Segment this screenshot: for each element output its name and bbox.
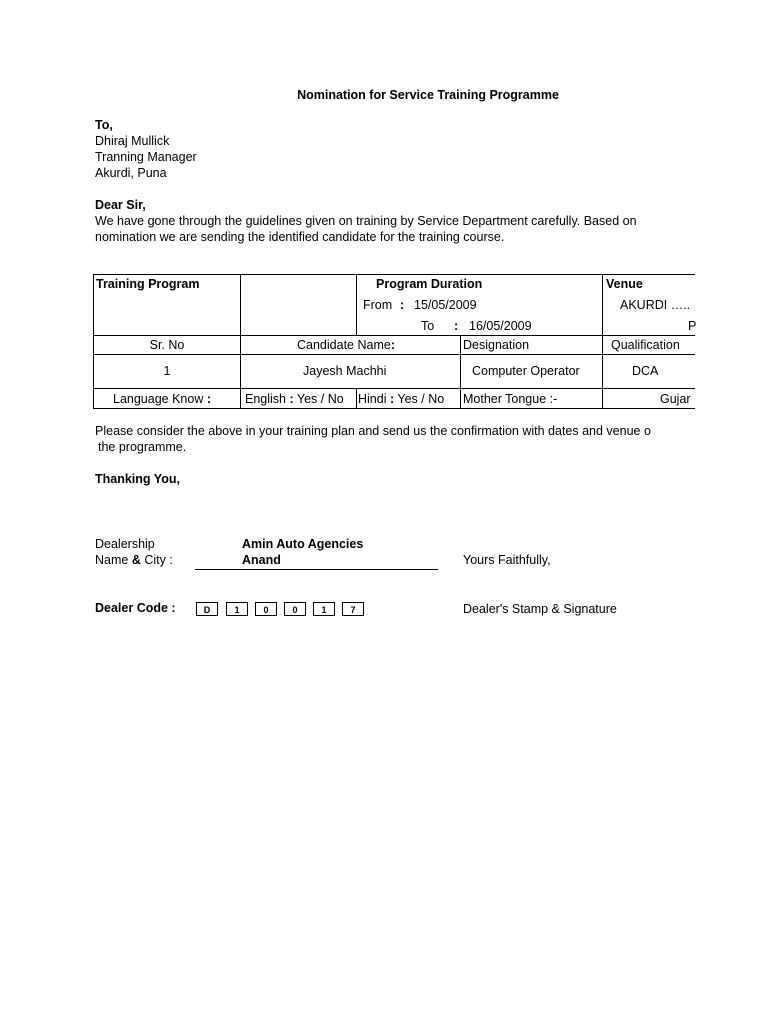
english-label: English: [245, 392, 286, 406]
venue-value-2: P: [688, 319, 697, 333]
hindi-option: [358, 391, 444, 407]
mother-tongue-value: Gujar: [660, 392, 691, 406]
table-divider: [602, 274, 603, 409]
table-divider: [93, 354, 695, 355]
body-line-1: We have gone through the guidelines given on training by Service Department carefully. Based on: [95, 214, 637, 228]
ampersand: &: [131, 553, 141, 567]
hindi-label: Hindi: [358, 392, 387, 406]
dealer-code-box: 1: [313, 602, 335, 616]
cell-designation: Computer Operator: [472, 364, 580, 378]
dealer-code-box: 7: [342, 602, 364, 616]
table-divider: [93, 388, 695, 389]
salutation: Dear Sir,: [95, 198, 146, 212]
consider-line-1: Please consider the above in your training plan and send us the confirmation with dates and venue o: [95, 424, 651, 438]
table-border-bottom: [93, 408, 695, 409]
language-label: [113, 391, 211, 407]
document-title: Nomination for Service Training Programme: [297, 88, 559, 102]
cell-qualification: DCA: [632, 364, 659, 378]
from-colon: :: [400, 298, 405, 312]
to-label: To: [421, 319, 435, 333]
name-city-label: [95, 552, 173, 568]
language-label-text: Language Know: [113, 392, 204, 406]
program-duration-label: Program Duration: [376, 277, 483, 291]
body-line-2: nomination we are sending the identified candidate for the training course.: [95, 230, 505, 244]
table-border-top: [93, 274, 695, 275]
table-divider: [356, 388, 357, 409]
cell-candidate-name: Jayesh Machhi: [303, 364, 387, 378]
from-date: 15/05/2009: [414, 298, 477, 312]
dealership-name-value: Amin Auto Agencies: [242, 537, 364, 551]
venue-label: Venue: [606, 277, 643, 291]
addressee-designation: Tranning Manager: [95, 150, 197, 164]
dealer-stamp-signature: Dealer's Stamp & Signature: [463, 602, 617, 616]
header-designation: Designation: [463, 338, 530, 352]
addressee-address: Akurdi, Puna: [95, 166, 167, 180]
addressee-name: Dhiraj Mullick: [95, 134, 170, 148]
header-sr-no: Sr. No: [149, 338, 185, 352]
table-divider: [356, 274, 357, 336]
header-candidate-colon: :: [390, 338, 395, 352]
venue-value: AKURDI …..: [620, 298, 691, 312]
dealer-code-box: 0: [284, 602, 306, 616]
training-program-label: Training Program: [96, 277, 200, 291]
dealer-code-box: 1: [226, 602, 248, 616]
dealer-code-box: D: [196, 602, 218, 616]
to-heading: To,: [95, 118, 113, 132]
header-candidate-name: [297, 337, 395, 353]
to-date: 16/05/2009: [469, 319, 532, 333]
dealership-underline: [195, 569, 438, 570]
header-candidate-name-text: Candidate Name: [297, 338, 391, 352]
dealership-city-value: Anand: [242, 553, 281, 567]
table-divider: [93, 335, 695, 336]
dealer-code-label: Dealer Code :: [95, 601, 176, 615]
dealer-code-box: 0: [255, 602, 277, 616]
header-qualification: Qualification: [611, 338, 680, 352]
city-label: City :: [144, 553, 173, 567]
language-colon: :: [206, 392, 212, 406]
table-divider: [460, 335, 461, 409]
hindi-colon: :: [389, 392, 395, 406]
table-divider: [240, 274, 241, 409]
from-label: From: [363, 298, 393, 312]
cell-sr-no: 1: [163, 364, 171, 378]
name-label: Name: [95, 553, 129, 567]
hindi-yes-no: Yes / No: [397, 392, 445, 406]
dealership-label: Dealership: [95, 537, 155, 551]
english-colon: :: [289, 392, 294, 406]
english-option: [245, 391, 344, 407]
mother-tongue-label: Mother Tongue :-: [463, 392, 558, 406]
consider-line-2: the programme.: [98, 440, 187, 454]
yours-faithfully: Yours Faithfully,: [463, 553, 551, 567]
thanking-text: Thanking You,: [95, 472, 180, 486]
english-yes-no: Yes / No: [296, 392, 344, 406]
to-colon: :: [454, 319, 459, 333]
